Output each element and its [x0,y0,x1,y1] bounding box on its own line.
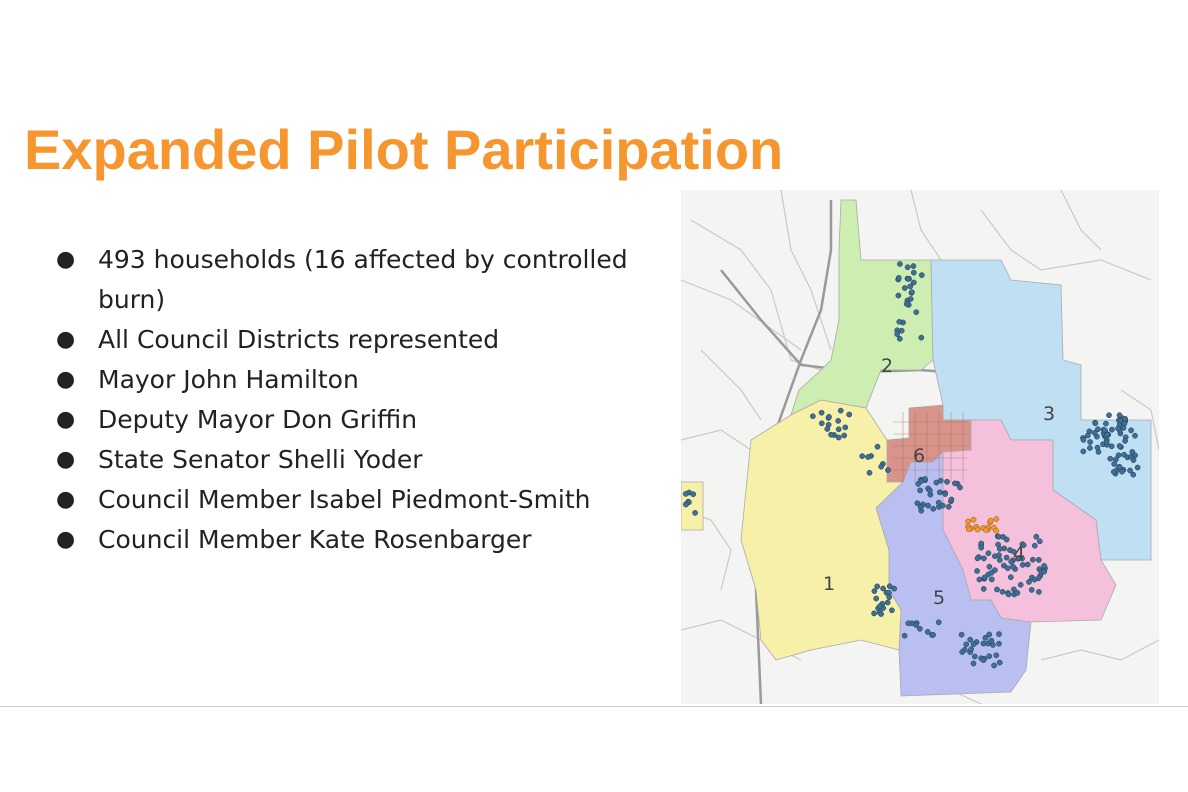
household-marker [1006,592,1011,597]
household-marker [1095,427,1100,432]
household-marker [836,435,841,440]
household-marker [936,500,941,505]
household-marker [911,264,916,269]
household-marker [918,488,923,493]
household-marker [1117,413,1122,418]
bullet-text: Mayor John Hamilton [98,365,359,394]
household-marker [885,468,890,473]
household-marker [981,586,986,591]
burn-marker [984,527,989,532]
household-marker [879,611,884,616]
household-marker [1081,437,1086,442]
household-marker [1122,421,1127,426]
household-marker [826,414,831,419]
household-marker [843,425,848,430]
household-marker [889,608,894,613]
household-marker [1113,457,1118,462]
household-marker [1123,438,1128,443]
household-marker [906,621,911,626]
household-marker [895,332,900,337]
household-marker [877,604,882,609]
household-marker [914,310,919,315]
bullet-list [52,240,677,560]
district-label-1: 1 [823,573,836,595]
household-marker [1093,421,1098,426]
household-marker [908,284,913,289]
district-label-5: 5 [933,587,946,609]
household-marker [971,642,976,647]
household-marker [989,638,994,643]
household-marker [904,301,909,306]
household-marker [897,261,902,266]
household-marker [1032,577,1037,582]
household-marker [919,273,924,278]
bullet-text: Council Member Isabel Piedmont-Smith [98,485,591,514]
household-marker [1018,582,1023,587]
household-marker [1103,421,1108,426]
household-marker [1085,433,1090,438]
household-marker [975,568,980,573]
bullet-text: Deputy Mayor Don Griffin [98,405,418,434]
household-marker [1117,464,1122,469]
household-marker [992,568,997,573]
bullet-item [52,320,677,360]
household-marker [982,575,987,580]
household-marker [1087,445,1092,450]
household-marker [836,427,841,432]
household-marker [1129,428,1134,433]
household-marker [911,270,916,275]
household-marker [1129,454,1134,459]
household-marker [1109,444,1114,449]
bullet-icon: ● [56,447,76,472]
household-marker [1005,566,1010,571]
household-marker [944,479,949,484]
household-marker [989,577,994,582]
district-2-area [791,200,933,415]
household-marker [994,587,999,592]
household-marker [896,275,901,280]
household-marker [996,641,1001,646]
household-marker [1025,562,1030,567]
household-marker [875,584,880,589]
burn-marker [994,517,999,522]
household-marker [1000,589,1005,594]
household-marker [1123,416,1128,421]
household-marker [1117,443,1122,448]
bullet-item [52,240,677,320]
household-marker [908,296,913,301]
council-district-map [681,190,1159,704]
household-marker [899,328,904,333]
household-marker [918,505,923,510]
bullet-icon: ● [56,407,76,432]
household-marker [1094,434,1099,439]
household-marker [905,265,910,270]
household-marker [1015,590,1020,595]
household-marker [906,276,911,281]
district-label-4: 4 [1013,543,1026,565]
household-marker [897,319,902,324]
household-marker [1105,432,1110,437]
household-marker [979,541,984,546]
burn-marker [966,519,971,524]
household-marker [902,633,907,638]
district-label-6: 6 [913,445,926,467]
household-marker [925,503,930,508]
household-marker [1034,534,1039,539]
slide-title: Expanded Pilot Participation [24,118,784,181]
household-marker [1104,440,1109,445]
household-marker [1042,569,1047,574]
household-marker [1008,575,1013,580]
household-marker [1131,472,1136,477]
bullet-icon: ● [56,367,76,392]
bullet-icon: ● [56,327,76,352]
household-marker [1111,469,1116,474]
bullet-text: All Council Districts represented [98,325,500,354]
household-marker [825,426,830,431]
bullet-item [52,480,677,520]
bullet-item [52,440,677,480]
household-marker [1132,433,1137,438]
household-marker [881,586,886,591]
household-marker [691,492,696,497]
below-slide-area [0,707,1188,792]
household-marker [964,642,969,647]
household-marker [996,632,1001,637]
bullet-item [52,520,677,560]
household-marker [909,290,914,295]
household-marker [936,620,941,625]
household-marker [934,480,939,485]
household-marker [887,584,892,589]
household-marker [683,491,688,496]
household-marker [885,600,890,605]
household-marker [960,649,965,654]
household-marker [867,470,872,475]
household-marker [987,564,992,569]
household-marker [981,658,986,663]
household-marker [1088,439,1093,444]
burn-marker [988,518,993,523]
map-canvas [681,190,1159,704]
household-marker [981,641,986,646]
bullet-text: State Senator Shelli Yoder [98,445,423,474]
household-marker [971,661,976,666]
burn-marker [966,527,971,532]
household-marker [986,551,991,556]
household-marker [997,557,1002,562]
household-marker [1032,543,1037,548]
district-label-2: 2 [881,355,894,377]
household-marker [959,632,964,637]
household-marker [981,556,986,561]
household-marker [996,542,1001,547]
burn-marker [971,517,976,522]
household-marker [931,506,936,511]
household-marker [997,660,1002,665]
household-marker [972,654,977,659]
household-marker [693,510,698,515]
household-marker [1030,557,1035,562]
household-marker [1095,445,1100,450]
bullet-icon: ● [56,487,76,512]
household-marker [1036,557,1041,562]
household-marker [875,444,880,449]
household-marker [1081,449,1086,454]
household-marker [949,497,954,502]
district-label-3: 3 [1043,403,1056,425]
household-marker [887,595,892,600]
household-marker [872,611,877,616]
household-marker [842,433,847,438]
household-marker [931,632,936,637]
household-marker [838,408,843,413]
household-marker [847,412,852,417]
household-marker [819,410,824,415]
household-marker [1004,555,1009,560]
bullet-text: 493 households (16 affected by controlled burn) [98,245,628,314]
household-marker [996,553,1001,558]
household-marker [917,626,922,631]
household-marker [1135,465,1140,470]
household-marker [819,421,824,426]
household-marker [937,490,942,495]
household-marker [1109,427,1114,432]
household-marker [969,647,974,652]
burn-marker [975,527,980,532]
bullet-item [52,400,677,440]
household-marker [1108,456,1113,461]
household-marker [860,454,865,459]
bullet-icon: ● [56,247,76,272]
household-marker [927,488,932,493]
household-marker [879,464,884,469]
household-marker [1042,563,1047,568]
bullet-icon: ● [56,527,76,552]
household-marker [1119,469,1124,474]
household-marker [828,432,833,437]
household-marker [952,481,957,486]
household-marker [897,336,902,341]
household-marker [1001,534,1006,539]
household-marker [943,491,948,496]
household-marker [865,454,870,459]
household-marker [919,335,924,340]
bullet-text: Council Member Kate Rosenbarger [98,525,532,554]
household-marker [918,479,923,484]
household-marker [987,654,992,659]
household-marker [992,663,997,668]
household-marker [874,596,879,601]
household-marker [968,637,973,642]
household-marker [896,293,901,298]
household-marker [977,577,982,582]
household-marker [810,414,815,419]
household-marker [1037,539,1042,544]
household-marker [1036,589,1041,594]
household-marker [683,502,688,507]
household-marker [1106,413,1111,418]
household-marker [1116,426,1121,431]
district-1-area [741,400,903,660]
household-marker [994,653,999,658]
household-marker [925,629,930,634]
household-marker [975,556,980,561]
household-marker [1029,587,1034,592]
bullet-item [52,360,677,400]
household-marker [836,418,841,423]
household-marker [987,632,992,637]
burn-marker [994,528,999,533]
household-marker [872,589,877,594]
household-marker [946,504,951,509]
household-marker [902,285,907,290]
